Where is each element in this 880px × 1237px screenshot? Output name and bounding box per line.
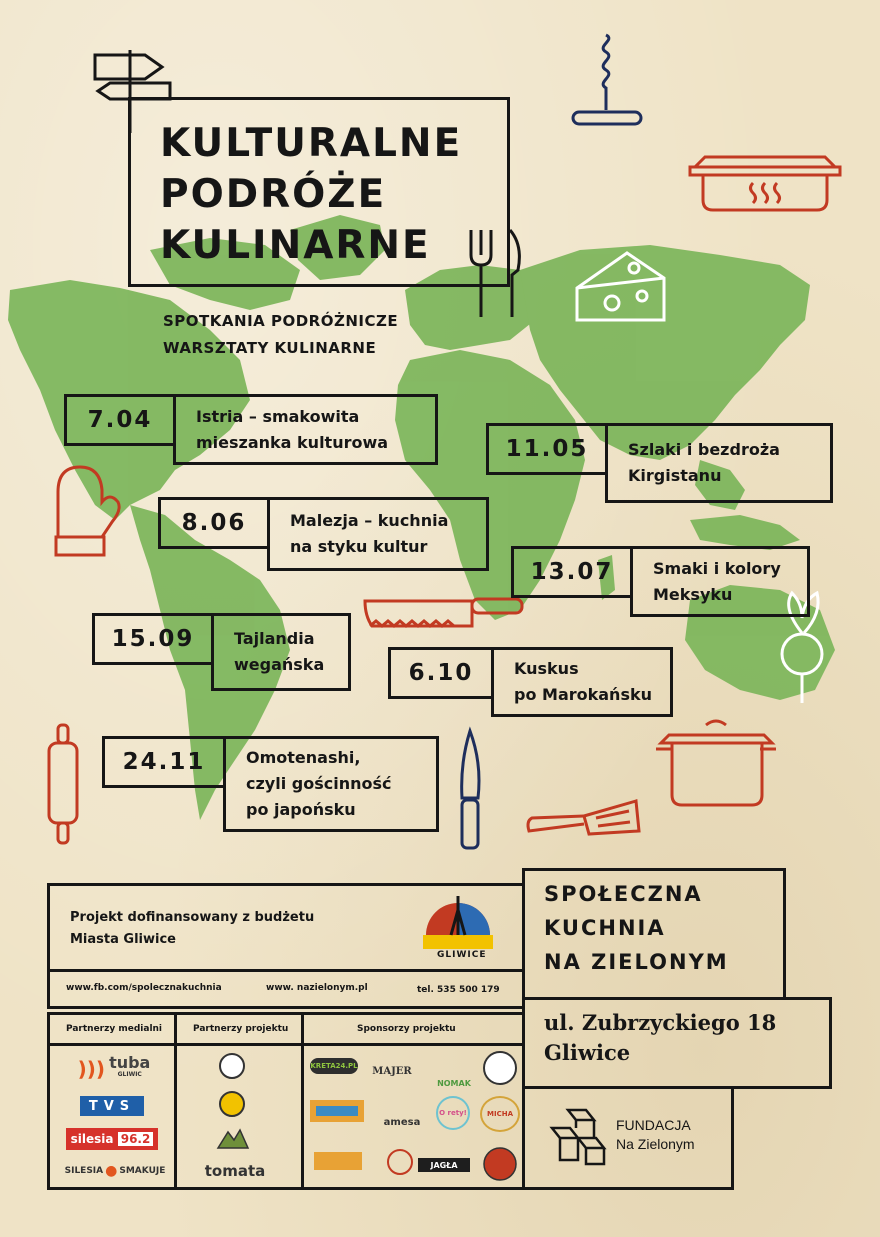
foundation-name: FUNDACJA Na Zielonym (616, 1117, 695, 1152)
silesia-smakuje-logo: SILESIA ● SMAKUJE (64, 1163, 166, 1179)
venue-name: SPOŁECZNA KUCHNIA NA ZIELONYM (544, 882, 729, 974)
foundation-logo-icon (548, 1106, 610, 1168)
event-title-7: Omotenashi, czyli gościnność po japońsku (223, 736, 439, 832)
subtitle-line-1: SPOTKANIA PODRÓŻNICZE (163, 312, 399, 330)
partners-project-label: Partnerzy projektu (193, 1024, 289, 1034)
event-date-3: 8.06 (158, 497, 270, 549)
event-date-7: 24.11 (102, 736, 226, 788)
pot-icon (654, 715, 779, 810)
sponsor-row-3-logos (312, 1148, 432, 1188)
phone-number: tel. 535 500 179 (417, 985, 500, 995)
page-title (160, 118, 462, 271)
rolling-pin-icon (44, 722, 84, 847)
title-line-1: KULTURALNE (160, 121, 463, 166)
event-date-4: 13.07 (511, 546, 633, 598)
event-title-3: Malezja – kuchnia na styku kultur (267, 497, 489, 571)
bread-knife-icon (362, 596, 527, 636)
majer-logo: MAJER (372, 1065, 412, 1077)
amesa-logo: amesa (383, 1117, 421, 1128)
cheese-icon (572, 248, 672, 328)
micha-logo: MICHA (480, 1096, 520, 1132)
event-date-1: 7.04 (64, 394, 176, 446)
spatula-icon (524, 796, 644, 856)
subtitle-line-2: WARSZTATY KULINARNE (163, 339, 377, 357)
fb-link[interactable]: www.fb.com/spolecznakuchnia (66, 983, 222, 993)
oven-mitt-icon (50, 462, 125, 567)
partners-media-label: Partnerzy medialni (66, 1024, 163, 1034)
event-title-4: Smaki i kolory Meksyku (630, 546, 810, 617)
event-title-1: Istria – smakowita mieszanka kulturowa (173, 394, 438, 465)
chef-knife-icon (455, 728, 485, 853)
subtitle (163, 308, 398, 362)
title-line-2: PODRÓŻE (160, 172, 387, 217)
orange-sponsor-logo (308, 1098, 368, 1126)
sponsors-label: Sponsorzy projektu (357, 1024, 456, 1034)
corkscrew-icon (570, 30, 650, 130)
web-link[interactable]: www. nazielonym.pl (266, 983, 368, 993)
o-rety-logo: O rety! (436, 1096, 470, 1130)
event-date-2: 11.05 (486, 423, 608, 475)
event-title-6: Kuskus po Marokańsku (491, 647, 673, 717)
round-sponsor-logo (482, 1050, 522, 1090)
event-title-5: Tajlandia wegańska (211, 613, 351, 691)
event-date-6: 6.10 (388, 647, 494, 699)
gliwice-logo-text: GLIWICE (437, 950, 487, 960)
kreta-logo: KRETA24.PL (310, 1058, 358, 1074)
red-round-sponsor-logo (482, 1146, 522, 1186)
tomata-logo: tomata (204, 1162, 266, 1180)
casserole-icon (685, 145, 845, 225)
funding-text: Projekt dofinansowany z budżetu Miasta Gliwice (70, 910, 315, 947)
title-line-3: KULINARNE (160, 223, 431, 268)
event-title-2: Szlaki i bezdroża Kirgistanu (605, 423, 833, 503)
tuba-logo: ))) tuba GLIWIC (77, 1053, 151, 1081)
address-text: ul. Zubrzyckiego 18 Gliwice (544, 1010, 777, 1065)
project-partner-logos (210, 1052, 270, 1162)
nomak-logo: NOMAK (437, 1079, 471, 1088)
tvs-logo: TVS (80, 1096, 144, 1116)
jagla-logo: JAGŁA (418, 1158, 470, 1172)
event-date-5: 15.09 (92, 613, 214, 665)
radio-silesia-logo: silesia 96.2 (66, 1128, 158, 1150)
